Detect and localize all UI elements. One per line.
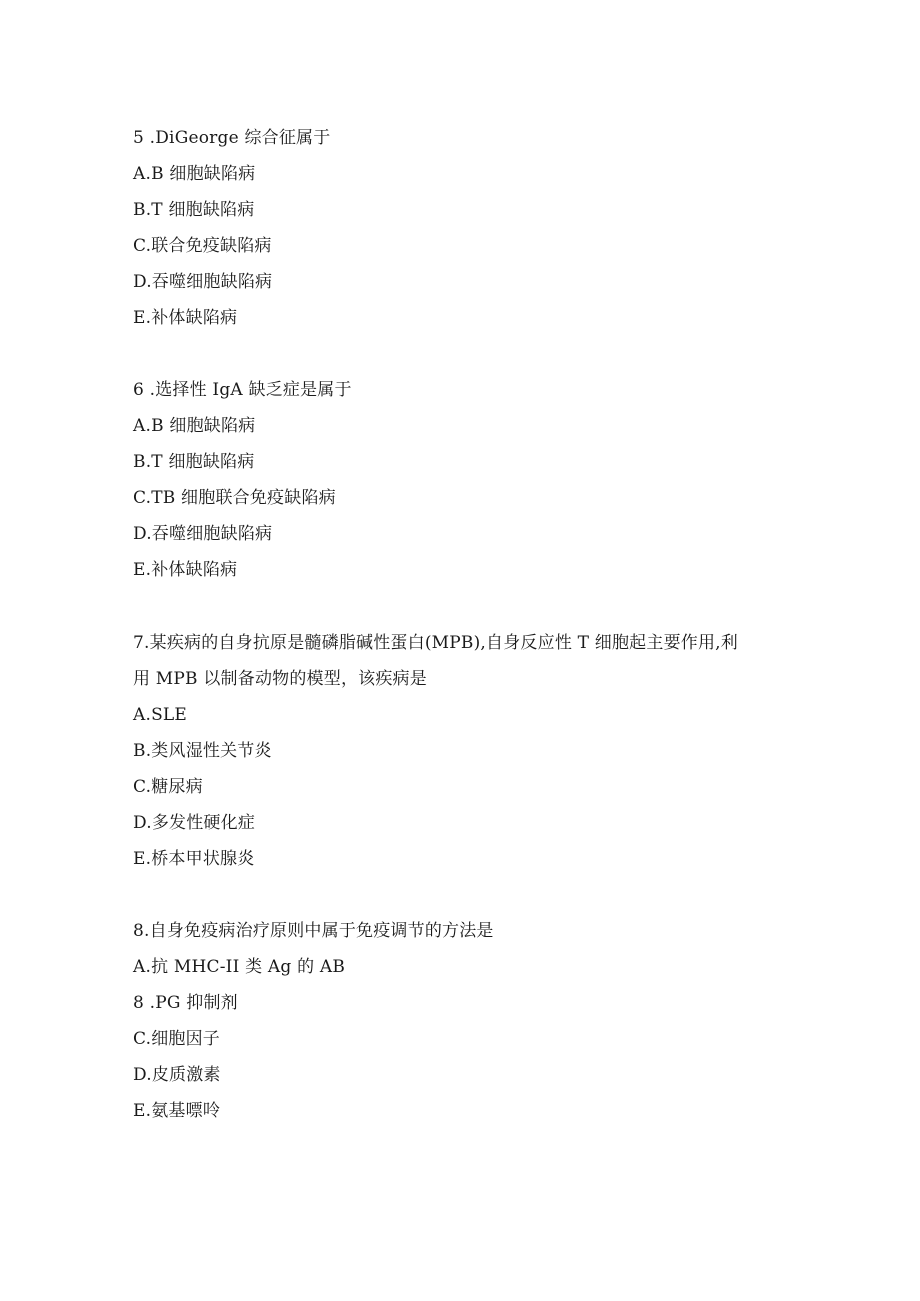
question-stem: 6 .选择性 IgA 缺乏症是属于 xyxy=(133,380,352,400)
question-stem-line-2: 用 MPB 以制备动物的模型，该疾病是 xyxy=(133,669,427,689)
question-5 xyxy=(133,120,813,336)
option-b: B.T 细胞缺陷病 xyxy=(133,452,255,472)
option-e: E.补体缺陷病 xyxy=(133,308,238,328)
option-a: A.B 细胞缺陷病 xyxy=(133,164,256,184)
question-6 xyxy=(133,372,813,588)
option-d: D.吞噬细胞缺陷病 xyxy=(133,272,273,292)
option-a: A.B 细胞缺陷病 xyxy=(133,416,256,436)
question-stem-line-1: 7.某疾病的自身抗原是髓磷脂碱性蛋白(MPB),自身反应性 T 细胞起主要作用,利 xyxy=(133,633,738,653)
option-c: C.TB 细胞联合免疫缺陷病 xyxy=(133,488,336,508)
question-stem: 5 .DiGeorge 综合征属于 xyxy=(133,128,331,148)
option-b: B.T 细胞缺陷病 xyxy=(133,200,255,220)
option-b: B.类风湿性关节炎 xyxy=(133,741,272,761)
option-e: E.氨基嘌呤 xyxy=(133,1101,221,1121)
option-e: E.桥本甲状腺炎 xyxy=(133,849,255,869)
question-stem: 8.自身免疫病治疗原则中属于免疫调节的方法是 xyxy=(133,921,494,941)
option-a: A.抗 MHC-II 类 Ag 的 AB xyxy=(133,957,346,977)
option-c: C.联合免疫缺陷病 xyxy=(133,236,272,256)
question-8 xyxy=(133,913,813,1129)
question-7 xyxy=(133,625,813,877)
option-a: A.SLE xyxy=(133,705,188,725)
option-d: D.多发性硬化症 xyxy=(133,813,256,833)
option-b: 8 .PG 抑制剂 xyxy=(133,993,238,1013)
option-d: D.皮质激素 xyxy=(133,1065,221,1085)
option-c: C.细胞因子 xyxy=(133,1029,221,1049)
option-e: E.补体缺陷病 xyxy=(133,560,238,580)
option-d: D.吞噬细胞缺陷病 xyxy=(133,524,273,544)
option-c: C.糖尿病 xyxy=(133,777,203,797)
